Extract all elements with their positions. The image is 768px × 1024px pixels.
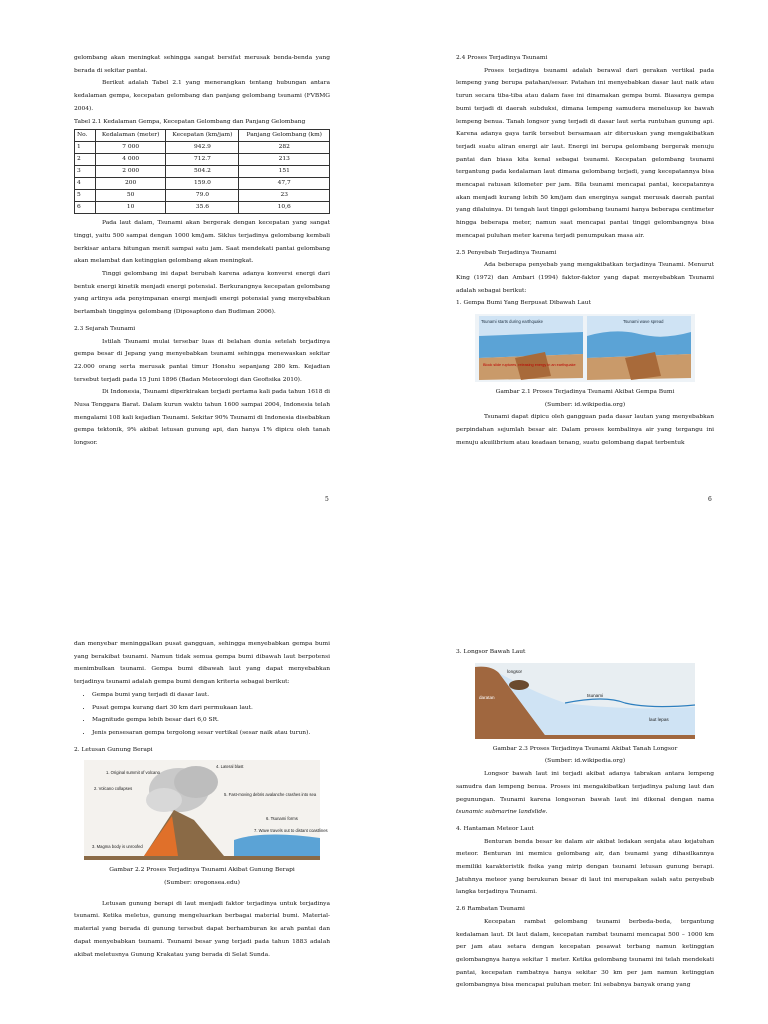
table-row — [75, 154, 330, 166]
landslide-tsunami-figure — [475, 663, 695, 739]
table-cell: 200 — [96, 178, 166, 190]
table-header: Kecepatan (km/jam) — [166, 130, 239, 142]
paragraph: gelombang akan meningkat sehingga sangat bersifat merusak benda-benda yang berada di sekitar pantai. — [74, 55, 330, 74]
paragraph: Proses terjadinya tsunami adalah berawal dari gerakan vertikal pada lempeng yang berupa patahan/sesar. Patahan ini menyebabkan dasar laut naik atau turun secara tiba-tiba atau dalam fase ini dinamakan gempa bumi. Biasanya gempa bumi terjadi di daerah subduksi, dimana lempeng samudera menelusup ke bawah lempeng benua. Tanah longsor yang terjadi di dasar laut serta runtuhan gunung api. Karena adanya gaya tarik tersebut bersamaan air diteruskan yang mengakibatkan terjadi suatu aliran energi air laut. Energi ini berupa gelombang bergerak menuju pantai dan biasa kita kenal sebagai tsunami. Kecepatan gelombang tsunami tergantung pada kedalaman laut dimana gelombang terjadi, yang kecepatannya bisa mencapai ratusan kilometer per jam. Bila tsunami mencapai pantai, kecepatannya akan menjadi kurang lebih 50 km/jam dan energinya sangat merusak daerah pantai yang dilaluinya. Di tengah laut tinggi gelombang tsunami hanya beberapa centimeter hingga beberapa meter, namun saat mencapai pantai tinggi gelombangnya bisa mencapai puluhan meter karena terjadi penumpukan masa air. — [456, 67, 714, 239]
table-cell: 712.7 — [166, 154, 239, 166]
list-item-heading: 4. Hantaman Meteor Laut — [456, 825, 534, 832]
page-body — [456, 52, 714, 450]
sea — [234, 835, 320, 857]
document-page-6 — [384, 0, 768, 512]
table-cell: 3 — [75, 166, 96, 178]
figure-label: tsunami — [587, 692, 604, 698]
figure-label: Tsunami wave spread — [623, 319, 664, 325]
section-heading: 2.6 Rambatan Tsunami — [456, 906, 525, 913]
document-page-8 — [384, 512, 768, 1024]
table-row — [75, 202, 330, 214]
table-cell: 159.0 — [166, 178, 239, 190]
figure-label: Block slide ruptures, releasing energy in an earthquake — [483, 363, 576, 368]
volcano-tsunami-figure — [84, 760, 328, 860]
table-header: Kedalaman (meter) — [96, 130, 166, 142]
figure-source: (Sumber: oregonsea.edu) — [164, 880, 240, 887]
figure-label: longsor — [507, 668, 523, 674]
italic-term: tsunamic submarine landslide. — [456, 809, 548, 816]
table-cell: 5 — [75, 190, 96, 202]
landslide-debris — [509, 680, 529, 690]
figure-label: Tsunami starts during earthquake — [481, 319, 543, 325]
figure-label: 3. Magma body is unroofed — [92, 844, 143, 850]
page-body — [456, 646, 714, 992]
page-number: 5 — [325, 496, 329, 503]
figure-label: daratan — [479, 694, 495, 700]
figure-source: (Sumber: id.wikipedia.org) — [544, 401, 626, 408]
earthquake-tsunami-figure — [475, 314, 695, 382]
table-cell: 2 000 — [96, 166, 166, 178]
figure-label: 4. Lateral blast — [216, 764, 244, 770]
paragraph — [456, 768, 714, 819]
table-caption: Tabel 2.1 Kedalaman Gempa, Kecepatan Gelombang dan Panjang Gelombang — [74, 118, 306, 125]
section-heading: 2.5 Penyebab Terjadinya Tsunami — [456, 249, 557, 256]
figure-source: (Sumber: id.wikipedia.org) — [544, 758, 626, 765]
criteria-list — [74, 689, 330, 740]
list-item: • Pusat gempa kurang dari 30 km dari permukaan laut. — [92, 702, 330, 715]
table-row — [75, 178, 330, 190]
table-cell: 2 — [75, 154, 96, 166]
list-item: • Magnitude gempa lebih besar dari 6,0 SR. — [92, 714, 330, 727]
section-heading: 2.4 Proses Terjadinya Tsunami — [456, 55, 548, 61]
table-header-row — [75, 130, 330, 142]
table-header: No. — [75, 130, 96, 142]
table-cell: 151 — [239, 166, 330, 178]
document-page-5 — [0, 0, 384, 512]
paragraph: dan menyebar meninggalkan pusat gangguan, sehingga menyebabkan gempa bumi yang berakibat tsunami. Namun tidak semua gempa bumi dibawah laut berpotensi menimbulkan tsunami. Gempa bumi dibawah laut yang dapat menyebabkan terjadinya tsunami adalah gempa bumi dengan kriteria sebagai berikut: — [74, 641, 330, 686]
paragraph: Di Indonesia, Tsunami diperkirakan terjadi pertama kali pada tahun 1618 di Nusa Tenggara Barat. Dalam kurun waktu tahun 1600 sampai 2004, Indonesia telah mengalami 108 kali kejadian Tsunami. Sekitar 90% Tsunami di Indonesia disebabkan gempa tektonik, 9% akibat letusan gunung api, dan hanya 1% dipicu oleh tanah longsor. — [74, 389, 330, 447]
list-item: • Jenis pensesaran gempa tergolong sesar vertikal (sesar naik atau turun). — [92, 727, 330, 740]
figure-label: 6. Tsunami forms — [266, 816, 298, 822]
paragraph: Kecepatan rambat gelombang tsunami berbeda-beda, tergantung kedalaman laut. Di laut dalam, kecepatan rambat tsunami mencapai 500 – 1000 km per jam atau setara dengan kecepatan pesawat terbang namun ketinggian gelombangnya hanya sekitar 1 meter. Ketika gelombang tsunami ini telah mendekati pantai, kecepatan rambatnya hanya sekitar 30 km per jam namun ketinggian gelombangnya bisa mencapai puluhan meter. Ini sebabnya banyak orang yang — [456, 918, 714, 989]
list-item: • Gempa bumi yang terjadi di dasar laut. — [92, 689, 330, 702]
figure-label: 7. Wave travels out to distant coastlines — [254, 828, 328, 834]
paragraph: Istilah Tsunami mulai tersebar luas di belahan dunia setelah terjadinya gempa besar di Jepang yang menyebabkan tsunami sehingga menewaskan sekitar 22.000 orang serta merusak pantai timur Honshu sepanjang 280 km. Kejadian tersebut terjadi pada 15 Juni 1896 (Badan Meteorologi dan Geofisika 2010). — [74, 338, 330, 383]
section-heading: 2.3 Sejarah Tsunami — [74, 325, 136, 332]
figure-label: laut lepas — [649, 716, 669, 722]
table-cell: 7 000 — [96, 142, 166, 154]
paragraph: Benturan benda besar ke dalam air akibat ledakan senjata atau kejatuhan meteor. Benturan ini memicu gelombang air, dan tsunami yang dihasilkannya memiliki karakteristik fisika yang mirip dengan tsunami letusan gunung berapi. Jatuhnya meteor yang berukuran besar di laut ini merupakan salah satu penyebab langka terjadinya Tsunami. — [456, 838, 714, 896]
depth-speed-table — [74, 129, 330, 214]
paragraph: Pada laut dalam, Tsunami akan bergerak dengan kecepatan yang sangat tinggi, yaitu 500 sampai dengan 1000 km/jam. Siklus terjadinya gelombang kembali berkisar antara hitungan menit sampai satu jam. Saat mendekati pantai gelombang akan melambat dan ketinggian gelombang akan meningkat. — [74, 220, 330, 265]
paragraph-text: Longsor bawah laut ini terjadi akibat adanya tabrakan antara lempeng samudra dan lempeng benua. Proses ini mengakibatkan terjadinya palung laut dan pegunungan. Tsunami karena longsoran bawah laut ini dikenal dengan nama — [456, 771, 714, 803]
table-cell: 50 — [96, 190, 166, 202]
paragraph: Ada beberapa penyebab yang mengakibatkan terjadinya Tsunami. Menurut King (1972) dan Ambari (1994) faktor-faktor yang dapat menyebabkan Tsunami adalah sebagai berikut: — [456, 262, 714, 294]
table-cell: 504.2 — [166, 166, 239, 178]
paragraph: Tsunami dapat dipicu oleh gangguan pada dasar lautan yang menyebabkan perpindahan sejumlah besar air. Dalam proses kembalinya air yang tergangu ini menuju akuilibrium atau keadaan tenang, suatu gelombang dapat terbentuk — [456, 414, 714, 446]
page-body — [74, 52, 330, 450]
table-cell: 942.9 — [166, 142, 239, 154]
table-cell: 10,6 — [239, 202, 330, 214]
paragraph: Letusan gunung berapi di laut menjadi faktor terjadinya untuk terjadinya tsunami. Ketika meletus, gunung mengeluarkan berbagai material bumi. Material-material yang berada di gunung tersebut dapat berhamburan ke arah pantai dan dapat menyebabkan tsunami. Tsunami besar yang terjadi pada tahun 1883 adalah akibat meletusnya Gunung Krakatau yang berada di Selat Sunda. — [74, 900, 330, 958]
figure-panel-wave — [587, 316, 691, 380]
page-body — [74, 638, 330, 961]
figure-caption: Gambar 2.3 Proses Terjadinya Tsunami Akibat Tanah Longsor — [492, 745, 678, 752]
figure-label: 5. Fast-moving debris avalanche crashes into sea — [224, 792, 317, 798]
table-cell: 4 — [75, 178, 96, 190]
table-cell: 4 000 — [96, 154, 166, 166]
list-item-heading: 2. Letusan Gunung Berapi — [74, 746, 153, 753]
table-cell: 79.0 — [166, 190, 239, 202]
table-cell: 6 — [75, 202, 96, 214]
figure-caption: Gambar 2.2 Proses Terjadinya Tsunami Akibat Gunung Berapi — [109, 867, 295, 874]
list-item-heading: 3. Longsor Bawah Laut — [456, 649, 526, 655]
figure-caption: Gambar 2.1 Proses Terjadinya Tsunami Akibat Gempa Bumi — [495, 389, 675, 396]
figure-label: 2. Volcano collapses — [94, 786, 133, 792]
figure-label: 1. Original summit of volcano — [106, 770, 160, 776]
table-cell: 213 — [239, 154, 330, 166]
table-cell: 10 — [96, 202, 166, 214]
page-number: 6 — [708, 496, 712, 503]
figure-panel-earthquake — [479, 316, 583, 380]
table-row — [75, 142, 330, 154]
table-cell: 1 — [75, 142, 96, 154]
document-page-7 — [0, 512, 384, 1024]
table-row — [75, 166, 330, 178]
table-cell: 47,7 — [239, 178, 330, 190]
paragraph: Tinggi gelombang ini dapat berubah karena adanya konversi energi dari bentuk energi kinetik menjadi energi potensial. Berkurangnya kecepatan gelombang yang artinya ada penyimpanan energi menjadi energi potensial yang menyebabkan bertambah tingginya gelombang (Diposaptono dan Budiman 2006). — [74, 271, 330, 316]
table-cell: 35.6 — [166, 202, 239, 214]
table-cell: 282 — [239, 142, 330, 154]
paragraph: Berikut adalah Tabel 2.1 yang menerangkan tentang hubungan antara kedalaman gempa, kecepatan gelombang dan panjang gelombang tsunami (FVBMG 2004). — [74, 80, 330, 112]
table-header: Panjang Gelombang (km) — [239, 130, 330, 142]
table-cell: 23 — [239, 190, 330, 202]
list-item-heading: 1. Gempa Bumi Yang Berpusat Dibawah Laut — [456, 300, 591, 307]
table-row — [75, 190, 330, 202]
